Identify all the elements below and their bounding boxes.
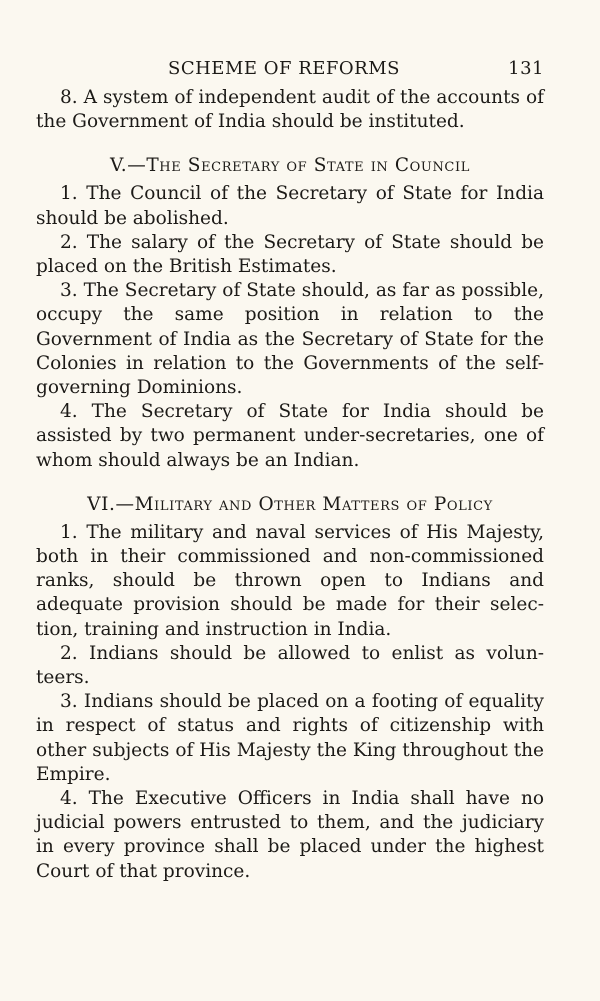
paragraph-section-vi-1: 1. The military and naval services of His Majesty, both in their commissioned and non-commissioned ranks, should be thrown open to Indians and adequate provision should be made for their selection, training and instruction in India. — [36, 521, 544, 640]
paragraph-v-8: 8. A system of independent audit of the accounts of the Government of India should be instituted. — [36, 87, 544, 133]
running-title: SCHEME OF REFORMS — [168, 58, 400, 79]
paragraph-section-vi-4: 4. The Executive Officers in India shall have no judicial powers entrusted to them, and the judiciary in every province shall be placed under the highest Court of that province. — [36, 788, 544, 882]
paragraph-section-v-2: 2. The salary of the Secretary of State should be placed on the British Estimates. — [36, 231, 544, 278]
paragraph-section-vi-2: 2. Indians should be allowed to enlist as volunteers. — [36, 642, 544, 689]
paragraph-section-vi-3: 3. Indians should be placed on a footing of equality in respect of status and rights of citizenship with other subjects of His Majesty the King throughout the Empire. — [36, 691, 544, 785]
running-head — [36, 58, 544, 86]
paragraph-section-v-3: 3. The Secretary of State should, as far as possible, occupy the same position in relation to the Government of India as the Secretary of State for the Colonies in relation to the Governments of the self-governing Dominions. — [36, 280, 544, 399]
section-heading-v: V.—The Secretary of State in Council — [110, 155, 470, 177]
section-heading-vi: VI.—Military and Other Matters of Policy — [87, 493, 493, 515]
paragraph-section-v-1: 1. The Council of the Secretary of State for India should be abolished. — [36, 183, 544, 229]
paragraph-section-v-4: 4. The Secretary of State for India should be assisted by two permanent under-secretaries, one of whom should always be an Indian. — [36, 401, 544, 471]
page-number: 131 — [508, 58, 544, 79]
